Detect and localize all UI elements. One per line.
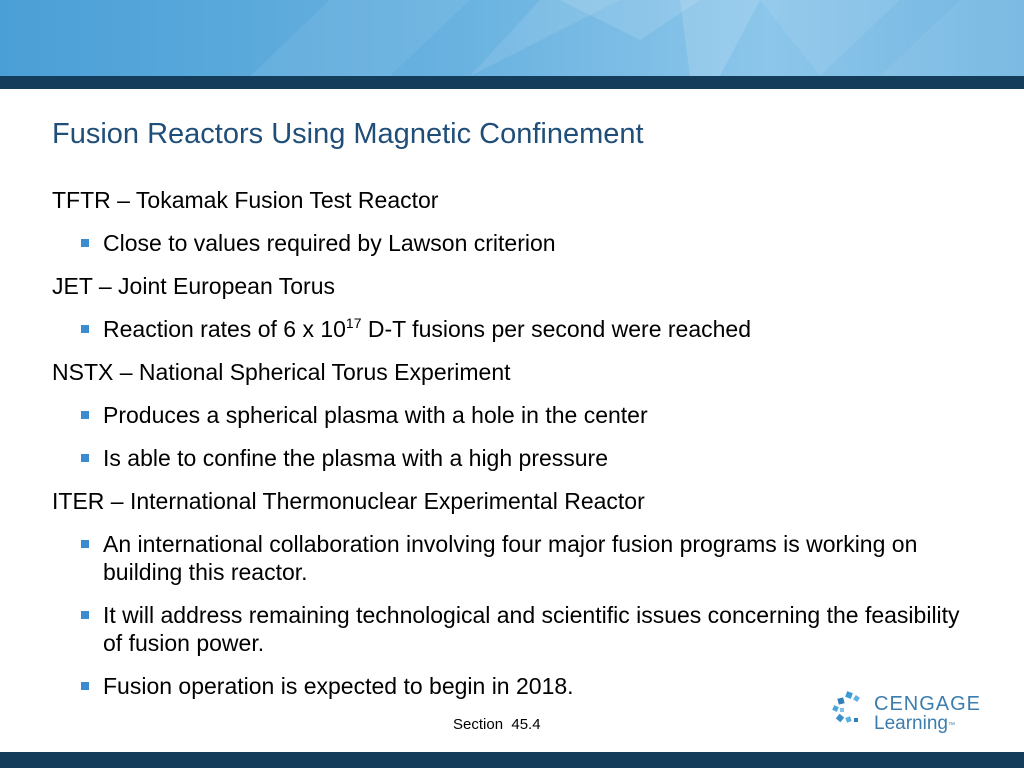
exponent: 17 [345, 315, 362, 331]
square-bullet-icon [81, 411, 89, 419]
header-banner [0, 0, 1024, 76]
bullet-text-part: Reaction rates of 6 x 10 [103, 316, 346, 342]
bullet-text: Is able to confine the plasma with a high pressure [103, 445, 609, 471]
square-bullet-icon [81, 325, 89, 333]
bullet-text: Produces a spherical plasma with a hole in the center [103, 402, 648, 428]
bullet-text: An international collaboration involving four major fusion programs is working on building this reactor. [103, 531, 918, 585]
heading-nstx: NSTX – National Spherical Torus Experiment [52, 359, 511, 385]
square-bullet-icon [81, 611, 89, 619]
heading-jet: JET – Joint European Torus [52, 273, 335, 299]
section-label: Section 45.4 [453, 716, 541, 733]
bullet-item [52, 530, 982, 586]
footer-rule [0, 752, 1024, 768]
bullet-item [52, 444, 982, 472]
slide-content [52, 186, 982, 715]
bullet-item [52, 401, 982, 429]
logo-learning-text: Learning [874, 713, 948, 734]
cengage-mark-icon [832, 690, 868, 726]
bullet-text: Fusion operation is expected to begin in 2018. [103, 673, 574, 699]
header-rule [0, 76, 1024, 89]
slide-title: Fusion Reactors Using Magnetic Confinement [52, 118, 644, 150]
bullet-item [52, 315, 982, 343]
bullet-item [52, 601, 982, 657]
logo-wordmark-top: CENGAGE [874, 693, 982, 715]
bullet-item [52, 229, 982, 257]
heading-tftr: TFTR – Tokamak Fusion Test Reactor [52, 187, 439, 213]
bullet-text-part: D-T fusions per second were reached [361, 316, 751, 342]
square-bullet-icon [81, 454, 89, 462]
bullet-text: It will address remaining technological and scientific issues concerning the feasibility of fusion power. [103, 602, 960, 656]
square-bullet-icon [81, 239, 89, 247]
trademark-symbol: ™ [947, 722, 955, 729]
heading-iter: ITER – International Thermonuclear Experimental Reactor [52, 488, 645, 514]
bullet-text: Close to values required by Lawson criterion [103, 230, 556, 256]
square-bullet-icon [81, 540, 89, 548]
square-bullet-icon [81, 682, 89, 690]
cengage-logo [832, 690, 982, 738]
banner-decoration [0, 0, 1024, 76]
logo-wordmark-bottom [874, 713, 955, 735]
